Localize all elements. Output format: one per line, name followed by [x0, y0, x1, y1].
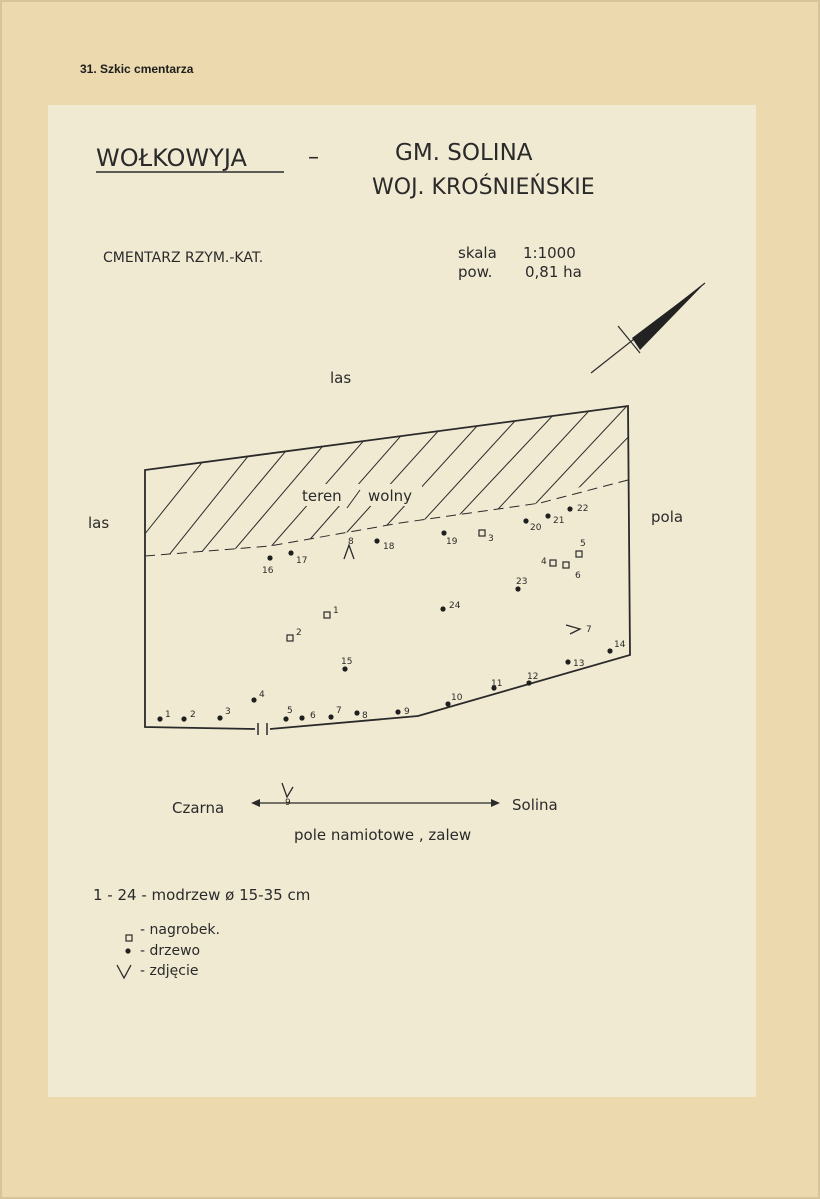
tree-label: 4 — [259, 690, 265, 700]
place-name: WOŁKOWYJA — [96, 144, 247, 172]
gravestone-1 — [324, 612, 330, 618]
arrow-right-icon — [491, 799, 500, 807]
tree-7 — [328, 714, 333, 719]
tree-6 — [299, 715, 304, 720]
legend-gravestone-text: - nagrobek. — [140, 922, 220, 938]
header-dash: – — [308, 145, 319, 170]
trees — [157, 504, 625, 722]
tree-label: 12 — [527, 672, 539, 682]
tree-15 — [342, 666, 347, 671]
tree-10 — [445, 701, 450, 706]
tree-label: 15 — [341, 657, 353, 667]
photo-markers — [282, 545, 580, 797]
tree-label: 21 — [553, 516, 565, 526]
tree-1 — [157, 716, 162, 721]
tree-label: 10 — [451, 693, 463, 703]
scale-value: 1:1000 — [523, 244, 576, 262]
tree-label: 2 — [190, 710, 196, 720]
gravestone-label: 5 — [580, 539, 586, 549]
gravestones — [287, 530, 586, 641]
tree-18 — [374, 538, 379, 543]
tree-label: 13 — [573, 659, 585, 669]
free-area-label-part2: wolny — [368, 487, 412, 505]
photo-marker-8-icon — [344, 545, 354, 559]
photo-marker-label: 8 — [348, 537, 354, 547]
tree-14 — [607, 648, 612, 653]
tree-label: 5 — [287, 706, 293, 716]
tree-label: 23 — [516, 577, 528, 587]
tree-5 — [283, 716, 288, 721]
tree-21 — [545, 513, 550, 518]
tree-17 — [288, 550, 293, 555]
area-value: 0,81 ha — [525, 263, 582, 281]
figure-caption: 31. Szkic cmentarza — [80, 62, 194, 76]
gravestone-6 — [563, 562, 569, 568]
photo-marker-label: 7 — [586, 625, 592, 635]
gravestone-4 — [550, 560, 556, 566]
legend-gravestone-icon — [126, 935, 132, 941]
legend-tree-icon — [125, 948, 130, 953]
tree-label: 3 — [225, 707, 231, 717]
photo-marker-label: 9 — [285, 798, 291, 808]
label-east: pola — [651, 508, 684, 526]
tree-label: 24 — [449, 601, 461, 611]
gravestone-label: 2 — [296, 628, 302, 638]
gravestone-3 — [479, 530, 485, 536]
tree-8 — [354, 710, 359, 715]
legend-title: 1 - 24 - modrzew ø 15-35 cm — [93, 886, 311, 904]
label-north: las — [330, 369, 352, 387]
legend-tree-text: - drzewo — [140, 943, 201, 959]
tree-19 — [441, 530, 446, 535]
tree-label: 1 — [165, 710, 171, 720]
tree-24 — [440, 606, 445, 611]
legend-photo-icon — [117, 965, 131, 978]
legend-photo-text: - zdjęcie — [140, 963, 199, 979]
tree-23 — [515, 586, 520, 591]
label-west: las — [88, 514, 110, 532]
gravestone-2 — [287, 635, 293, 641]
gravestone-label: 1 — [333, 606, 339, 616]
tree-16 — [267, 555, 272, 560]
tree-label: 18 — [383, 542, 395, 552]
tree-label: 9 — [404, 707, 410, 717]
scale-label: skala — [458, 244, 497, 262]
cemetery-outline — [145, 406, 630, 729]
tree-20 — [523, 518, 528, 523]
gravestone-5 — [576, 551, 582, 557]
tree-label: 16 — [262, 566, 274, 576]
tree-label: 11 — [491, 679, 503, 689]
tree-22 — [567, 506, 572, 511]
photo-marker-7-icon — [566, 625, 580, 634]
area-label: pow. — [458, 263, 493, 281]
free-area-label-part1: teren — [302, 487, 342, 505]
tree-9 — [395, 709, 400, 714]
arrow-left-icon — [251, 799, 260, 807]
tree-label: 6 — [310, 711, 316, 721]
gmina-name: GM. SOLINA — [395, 140, 533, 166]
tree-label: 17 — [296, 556, 308, 566]
tree-label: 20 — [530, 523, 542, 533]
tree-label: 14 — [614, 640, 626, 650]
gravestone-label: 4 — [541, 557, 547, 567]
road-right-label: Solina — [512, 796, 558, 814]
tree-label: 22 — [577, 504, 589, 514]
tree-4 — [251, 697, 256, 702]
gravestone-label: 3 — [488, 534, 494, 544]
tree-label: 8 — [362, 711, 368, 721]
free-area-hatching — [140, 372, 640, 560]
tree-label: 19 — [446, 537, 458, 547]
photo-marker-9-icon — [282, 783, 293, 797]
label-south: pole namiotowe , zalew — [294, 826, 472, 844]
tree-13 — [565, 659, 570, 664]
tree-3 — [217, 715, 222, 720]
tree-2 — [181, 716, 186, 721]
north-arrow-icon — [591, 283, 705, 373]
cemetery-type: CMENTARZ RZYM.-KAT. — [103, 250, 264, 266]
road-left-label: Czarna — [172, 799, 225, 817]
gravestone-label: 6 — [575, 571, 581, 581]
voivodeship-name: WOJ. KROŚNIEŃSKIE — [372, 175, 595, 200]
tree-label: 7 — [336, 706, 342, 716]
